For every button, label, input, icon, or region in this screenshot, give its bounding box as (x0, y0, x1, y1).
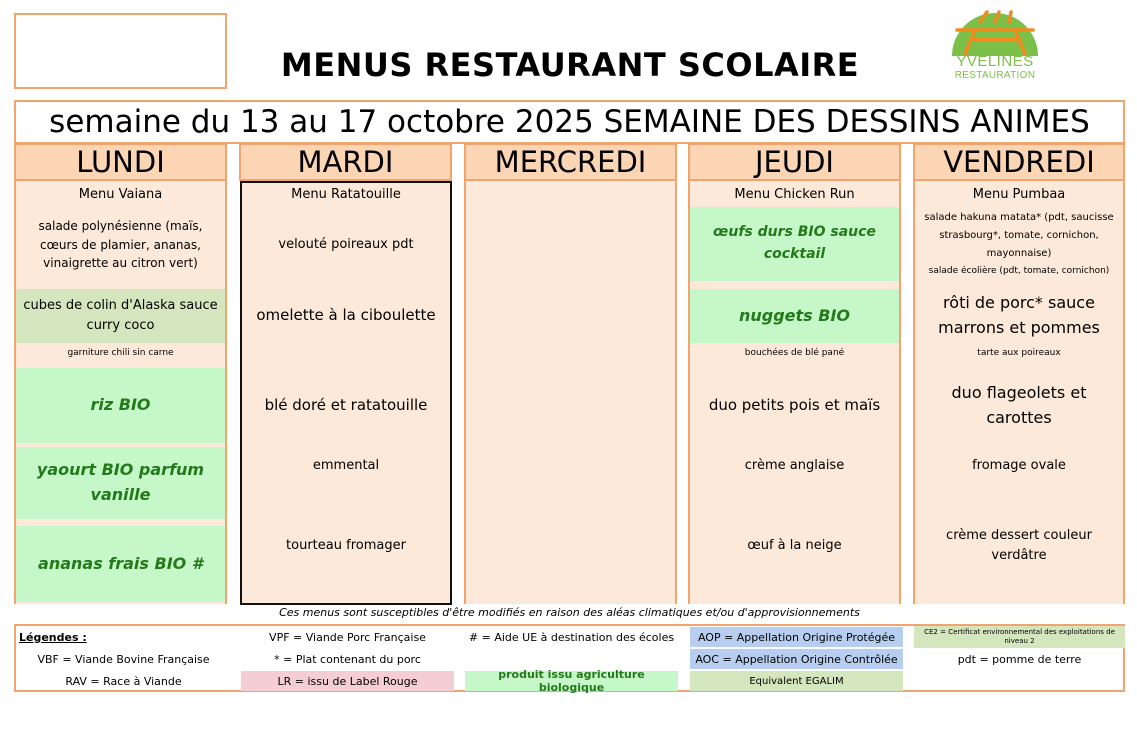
legend-rav: RAV = Race à Viande (65, 674, 182, 688)
legend-porc: * = Plat contenant du porc (274, 652, 421, 666)
menu-name: Menu Vaiana (78, 186, 163, 202)
starter-dish: salade polynésienne (maïs, cœurs de plamier, ananas, vinaigrette au citron vert) (38, 219, 203, 271)
menu-name: Menu Ratatouille (291, 186, 401, 202)
side-dish: riz BIO (16, 368, 225, 443)
legend-aoc: AOC = Appellation Origine Contrôlée (690, 649, 903, 669)
dessert-dish: œuf à la neige (747, 537, 842, 553)
day-column-mercredi (464, 181, 677, 604)
day-header-mardi: MARDI (239, 143, 452, 181)
disclaimer-note: Ces menus sont susceptibles d'être modifiés en raison des aléas climatiques et/ou d'approvisionnements (279, 606, 860, 619)
day-column-vendredi (913, 181, 1125, 604)
logo-placeholder-box (14, 13, 227, 89)
day-column-lundi (14, 181, 227, 604)
alternative-dish: garniture chili sin carne (67, 348, 174, 359)
alternative-dish: bouchées de blé pané (744, 348, 845, 359)
legend-egalim: Equivalent EGALIM (690, 671, 903, 691)
alternative-dish: tarte aux poireaux (977, 348, 1061, 359)
dairy-dish: yaourt BIO parfum vanille (16, 447, 225, 519)
legend-panel (14, 624, 1125, 692)
highlight-frame-mardi (240, 181, 452, 605)
dessert-dish: crème dessert couleur verdâtre (946, 527, 1092, 563)
legend-pdt: pdt = pomme de terre (957, 652, 1082, 666)
starter-alternative: salade écolière (pdt, tomate, cornichon) (928, 266, 1110, 277)
legend-ce2: CE2 = Certificat environnemental des exploitations de niveau 2 (914, 626, 1125, 648)
brand-subtitle: RESTAURATION (954, 70, 1036, 81)
brand-name: YVELINES (956, 53, 1034, 70)
main-dish: omelette à la ciboulette (256, 306, 436, 325)
dessert-dish: tourteau fromager (286, 537, 406, 553)
day-column-jeudi (688, 181, 901, 604)
brand-logo (935, 8, 1055, 88)
main-dish: cubes de colin d'Alaska sauce curry coco (16, 289, 225, 343)
menu-name: Menu Pumbaa (972, 186, 1066, 202)
page-title: MENUS RESTAURANT SCOLAIRE (280, 46, 860, 84)
day-header-mercredi: MERCREDI (464, 143, 677, 181)
main-dish: rôti de porc* sauce marrons et pommes (938, 293, 1100, 337)
starter-dish: salade hakuna matata* (pdt, saucisse strasbourg*, tomate, cornichon, mayonnaise) (924, 212, 1114, 259)
legend-bio: produit issu agriculture biologique (465, 671, 678, 691)
dairy-dish: crème anglaise (744, 457, 845, 473)
legend-title: Légendes : (19, 630, 87, 644)
day-header-lundi: LUNDI (14, 143, 227, 181)
legend-vbf: VBF = Viande Bovine Française (37, 652, 210, 666)
legend-aop: AOP = Appellation Origine Protégée (690, 627, 903, 647)
legend-label-rouge: LR = issu de Label Rouge (241, 671, 454, 691)
side-dish: duo petits pois et maïs (708, 395, 881, 414)
side-dish: duo flageolets et carottes (951, 382, 1087, 427)
main-dish: nuggets BIO (690, 289, 899, 343)
legend-vpf: VPF = Viande Porc Française (269, 630, 426, 644)
day-header-vendredi: VENDREDI (913, 143, 1125, 181)
week-banner: semaine du 13 au 17 octobre 2025 SEMAINE DES DESSINS ANIMES (14, 100, 1125, 144)
day-header-jeudi: JEUDI (688, 143, 901, 181)
dairy-dish: fromage ovale (972, 457, 1066, 473)
table-grill-logo-icon (935, 8, 1055, 58)
menu-name: Menu Chicken Run (734, 186, 855, 202)
starter-dish: œufs durs BIO sauce cocktail (690, 207, 899, 281)
side-dish: blé doré et ratatouille (264, 395, 428, 414)
dairy-dish: emmental (312, 457, 380, 473)
starter-dish: velouté poireaux pdt (278, 236, 414, 252)
dessert-dish: ananas frais BIO # (16, 526, 225, 602)
legend-aide-ue: # = Aide UE à destination des écoles (468, 630, 675, 644)
